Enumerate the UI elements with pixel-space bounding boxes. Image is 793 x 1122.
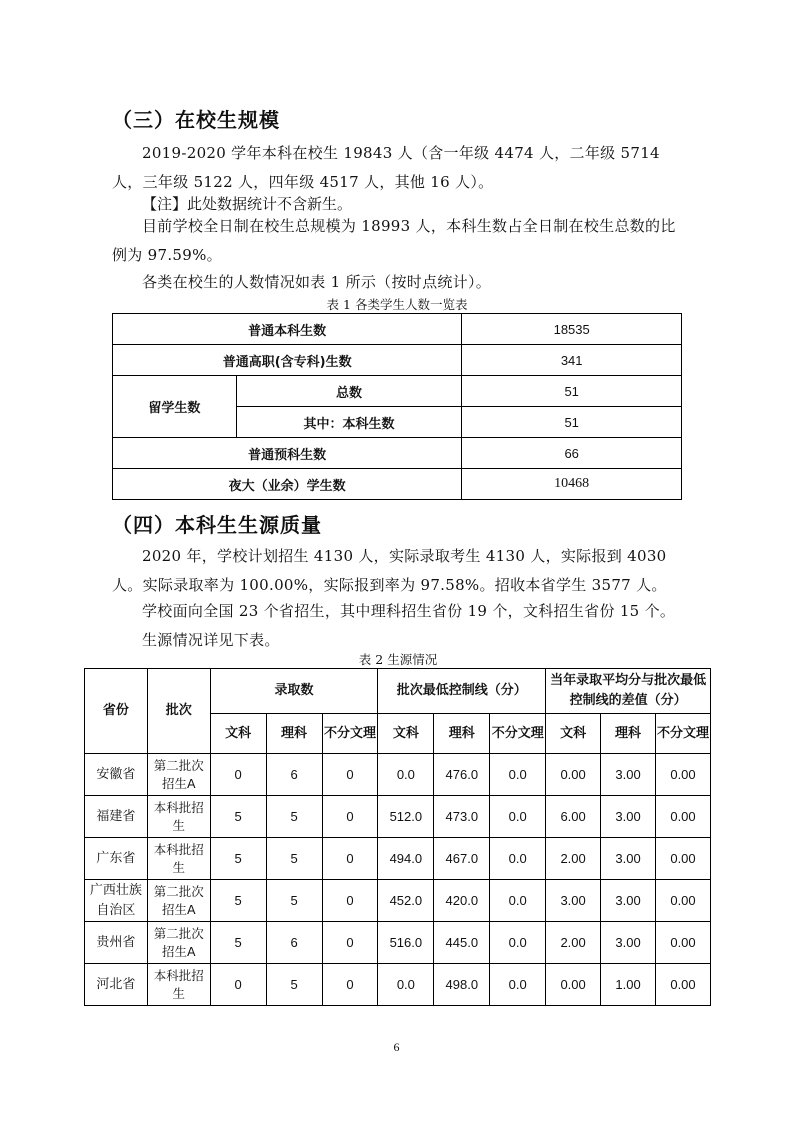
cell-value: 0.00 — [546, 754, 601, 796]
cell-value: 498.0 — [434, 964, 490, 1006]
cell-value: 3.00 — [601, 838, 656, 880]
table-row — [113, 469, 682, 500]
cell-batch: 本科批招生 — [147, 796, 210, 838]
table-row — [85, 796, 711, 838]
paragraph-enrollment-breakdown: 2019-2020 学年本科在校生 19843 人（含一年级 4474 人，二年级 5714 人，三年级 5122 人，四年级 4517 人，其他 16 人）。 — [112, 144, 660, 191]
table-header-row — [85, 669, 711, 714]
cell-value: 0.00 — [656, 880, 711, 922]
value-undergrad: 18535 — [462, 314, 682, 345]
cell-value: 0 — [322, 754, 378, 796]
label-preparatory: 普通预科生数 — [113, 438, 462, 469]
cell-value: 2.00 — [546, 838, 601, 880]
cell-value: 467.0 — [434, 838, 490, 880]
label-night-school: 夜大（业余）学生数 — [113, 469, 462, 500]
cell-value: 0.00 — [656, 922, 711, 964]
value-preparatory: 66 — [462, 438, 682, 469]
cell-batch: 第二批次招生A — [147, 880, 210, 922]
subheader-arts: 文科 — [546, 714, 601, 754]
table2-caption: 表 2 生源情况 — [358, 652, 438, 667]
cell-value: 2.00 — [546, 922, 601, 964]
cell-province: 广西壮族自治区 — [85, 880, 148, 922]
label-undergrad: 普通本科生数 — [113, 314, 462, 345]
label-intl-total: 总数 — [236, 376, 462, 407]
note-excludes-freshmen: 【注】此处数据统计不含新生。 — [142, 195, 353, 213]
paragraph-table2-reference: 生源情况详见下表。 — [142, 631, 280, 649]
cell-value: 3.00 — [601, 796, 656, 838]
cell-value: 0 — [322, 964, 378, 1006]
value-vocational: 341 — [462, 345, 682, 376]
table1-caption: 表 1 各类学生人数一览表 — [326, 297, 468, 312]
cell-value: 0.0 — [490, 964, 546, 1006]
value-intl-total: 51 — [462, 376, 682, 407]
cell-value: 0 — [322, 880, 378, 922]
cell-value: 5 — [210, 796, 266, 838]
cell-value: 0.0 — [490, 880, 546, 922]
cell-value: 5 — [210, 880, 266, 922]
cell-value: 5 — [266, 964, 322, 1006]
value-night-school: 10468 — [462, 469, 682, 500]
paragraph-province-count: 学校面向全国 23 个省招生，其中理科招生省份 19 个，文科招生省份 15 个。 — [142, 602, 676, 620]
cell-value: 476.0 — [434, 754, 490, 796]
cell-value: 473.0 — [434, 796, 490, 838]
cell-batch: 第二批次招生A — [147, 922, 210, 964]
cell-value: 0.00 — [656, 796, 711, 838]
table-row — [113, 345, 682, 376]
source-quality-table — [84, 668, 711, 1006]
cell-value: 0 — [210, 964, 266, 1006]
value-intl-undergrad: 51 — [462, 407, 682, 438]
cell-value: 512.0 — [378, 796, 434, 838]
table-row — [85, 880, 711, 922]
label-international: 留学生数 — [113, 376, 237, 438]
cell-value: 5 — [266, 796, 322, 838]
cell-province: 安徽省 — [85, 754, 148, 796]
header-batch: 批次 — [147, 669, 210, 754]
cell-value: 6 — [266, 922, 322, 964]
cell-value: 5 — [266, 838, 322, 880]
student-count-table — [112, 313, 682, 500]
cell-value: 0.00 — [656, 754, 711, 796]
table-row — [85, 838, 711, 880]
header-min-line: 批次最低控制线（分） — [378, 669, 546, 714]
paragraph-admission-summary: 2020 年，学校计划招生 4130 人，实际录取考生 4130 人，实际报到 4030 人。实际录取率为 100.00%，实际报到率为 97.58%。招收本省学生 3577 人。 — [112, 547, 667, 594]
subheader-undivided: 不分文理 — [656, 714, 711, 754]
cell-value: 5 — [210, 838, 266, 880]
cell-batch: 本科批招生 — [147, 838, 210, 880]
cell-value: 3.00 — [601, 922, 656, 964]
subheader-arts: 文科 — [210, 714, 266, 754]
cell-value: 0.0 — [490, 838, 546, 880]
cell-value: 0.0 — [378, 964, 434, 1006]
cell-province: 广东省 — [85, 838, 148, 880]
cell-value: 445.0 — [434, 922, 490, 964]
cell-value: 452.0 — [378, 880, 434, 922]
cell-value: 0 — [322, 922, 378, 964]
paragraph-table1-reference: 各类在校生的人数情况如表 1 所示（按时点统计）。 — [142, 273, 492, 291]
table-row — [113, 314, 682, 345]
cell-value: 3.00 — [546, 880, 601, 922]
cell-value: 420.0 — [434, 880, 490, 922]
cell-value: 0.00 — [656, 838, 711, 880]
table-row — [85, 922, 711, 964]
subheader-undivided: 不分文理 — [490, 714, 546, 754]
subheader-science: 理科 — [434, 714, 490, 754]
cell-batch: 第二批次招生A — [147, 754, 210, 796]
header-admitted: 录取数 — [210, 669, 378, 714]
header-score-diff: 当年录取平均分与批次最低控制线的差值（分） — [546, 669, 711, 714]
label-intl-undergrad: 其中：本科生数 — [236, 407, 462, 438]
subheader-undivided: 不分文理 — [322, 714, 378, 754]
header-province: 省份 — [85, 669, 148, 754]
cell-value: 0.0 — [490, 796, 546, 838]
cell-batch: 本科批招生 — [147, 964, 210, 1006]
subheader-science: 理科 — [601, 714, 656, 754]
cell-value: 0 — [322, 838, 378, 880]
cell-value: 0.0 — [490, 754, 546, 796]
cell-province: 贵州省 — [85, 922, 148, 964]
cell-value: 0.0 — [378, 754, 434, 796]
section-heading-source-quality: （四）本科生生源质量 — [112, 513, 322, 537]
cell-value: 0 — [322, 796, 378, 838]
cell-value: 5 — [210, 922, 266, 964]
cell-value: 494.0 — [378, 838, 434, 880]
cell-value: 0.00 — [656, 964, 711, 1006]
table-row — [85, 964, 711, 1006]
cell-value: 1.00 — [601, 964, 656, 1006]
cell-value: 0 — [210, 754, 266, 796]
table-row — [113, 438, 682, 469]
cell-value: 6.00 — [546, 796, 601, 838]
cell-value: 0.0 — [490, 922, 546, 964]
cell-value: 0.00 — [546, 964, 601, 1006]
cell-value: 516.0 — [378, 922, 434, 964]
cell-province: 河北省 — [85, 964, 148, 1006]
label-vocational: 普通高职(含专科)生数 — [113, 345, 462, 376]
page-number: 6 — [393, 1040, 400, 1054]
cell-value: 3.00 — [601, 754, 656, 796]
cell-province: 福建省 — [85, 796, 148, 838]
subheader-science: 理科 — [266, 714, 322, 754]
cell-value: 3.00 — [601, 880, 656, 922]
subheader-arts: 文科 — [378, 714, 434, 754]
table-row — [85, 754, 711, 796]
paragraph-fulltime-ratio: 目前学校全日制在校生总规模为 18993 人，本科生数占全日制在校生总数的比例为 97.59%。 — [112, 217, 676, 264]
table-row — [113, 376, 682, 407]
cell-value: 6 — [266, 754, 322, 796]
cell-value: 5 — [266, 880, 322, 922]
section-heading-enrollment-scale: （三）在校生规模 — [112, 108, 280, 132]
